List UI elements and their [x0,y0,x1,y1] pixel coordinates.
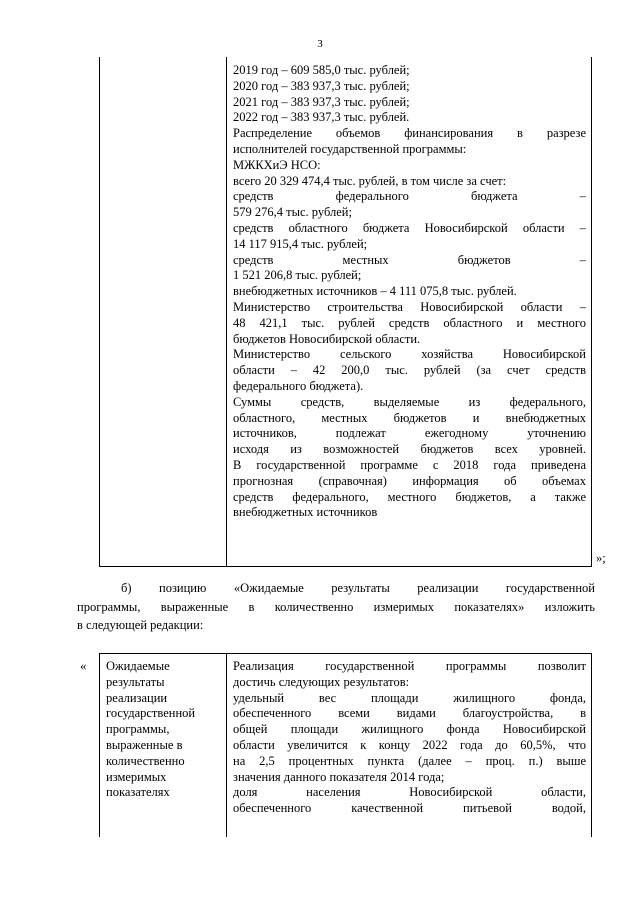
text-line: количественно [106,753,185,768]
text-line: выраженные в [106,737,183,752]
text-line: всего 20 329 474,4 тыс. рублей, в том числе за счет: [233,173,507,188]
closing-quote: »; [596,551,606,565]
text-line: программы, [106,722,170,737]
text-line: 2022 год – 383 937,3 тыс. рублей. [233,110,410,125]
text-line: внебюджетных источников – 4 111 075,8 тыс. рублей. [233,284,517,299]
text-line: МЖКХиЭ НСО: [233,157,321,172]
text-line: показателях [106,785,170,800]
opening-quote: « [80,658,87,673]
text-line: средств областного бюджета Новосибирской области – [233,220,586,235]
text-line: федерального бюджета). [233,378,364,393]
text-line: обеспеченного качественной питьевой водой, [233,801,586,816]
text-line: результаты [106,674,165,689]
text-line: Министерство сельского хозяйства Новосибирской [233,347,586,362]
text-line: Суммы средств, выделяемые из федерального, [233,394,586,409]
text-line: исполнителей государственной программы: [233,141,467,156]
paragraph-line: б) позицию «Ожидаемые результаты реализации государственной [121,581,595,595]
text-line: измеримых [106,769,167,784]
text-line: обеспеченного всеми видами благоустройства, в [233,706,586,721]
text-line: 48 421,1 тыс. рублей средств областного и местного [233,315,586,330]
text-line: Министерство строительства Новосибирской области – [233,299,586,314]
results-label-cell [106,659,222,801]
text-line: 2021 год – 383 937,3 тыс. рублей; [233,94,410,109]
text-line: удельный вес площади жилищного фонда, [233,690,586,705]
text-line: на 2,5 процентных пункта (далее – проц. п.) выше [233,753,586,768]
text-line: значения данного показателя 2014 года; [233,769,445,784]
text-line: В государственной программе с 2018 года приведена [233,457,586,472]
text-line: средств федерального, местного бюджетов, а также [233,489,586,504]
text-line: достичь следующих результатов: [233,674,410,689]
column-divider [226,57,227,566]
text-line: области – 42 200,0 тыс. рублей (за счет средств [233,363,586,378]
text-line: 579 276,4 тыс. рублей; [233,205,352,220]
paragraph-line: в следующей редакции: [77,618,204,632]
results-text-cell [233,659,586,817]
text-line: 2019 год – 609 585,0 тыс. рублей; [233,63,410,77]
text-line: Реализация государственной программы позволит [233,659,586,673]
text-line: 1 521 206,8 тыс. рублей; [233,268,362,283]
text-line: источников, подлежат ежегодному уточнению [233,426,586,441]
column-divider [226,654,227,837]
text-line: доля населения Новосибирской области, [233,785,586,800]
financing-text-cell [233,63,586,521]
financing-table-fragment [99,57,592,567]
text-line: исходя из возможностей бюджетов всех уровней. [233,442,586,457]
text-line: средств федерального бюджета – [233,189,586,204]
paragraph-line: программы, выраженные в количественно измеримых показателях» изложить [77,599,595,614]
text-line: реализации [106,690,168,705]
amendment-paragraph [77,579,595,635]
text-line: области увеличится к концу 2022 года до 60,5%, что [233,737,586,752]
text-line: общей площади жилищного фонда Новосибирской [233,722,586,737]
text-line: областного, местных бюджетов и внебюджетных [233,410,586,425]
text-line: 14 117 915,4 тыс. рублей; [233,236,368,251]
text-line: государственной [106,706,196,721]
text-line: прогнозная (справочная) информация об объемах [233,473,586,488]
text-line: Ожидаемые [106,659,170,673]
text-line: 2020 год – 383 937,3 тыс. рублей; [233,78,410,93]
expected-results-table [99,653,592,837]
text-line: внебюджетных источников [233,505,378,520]
text-line: бюджетов Новосибирской области. [233,331,421,346]
page-number: 3 [317,38,323,50]
text-line: Распределение объемов финансирования в разрезе [233,126,586,141]
text-line: средств местных бюджетов – [233,252,586,267]
